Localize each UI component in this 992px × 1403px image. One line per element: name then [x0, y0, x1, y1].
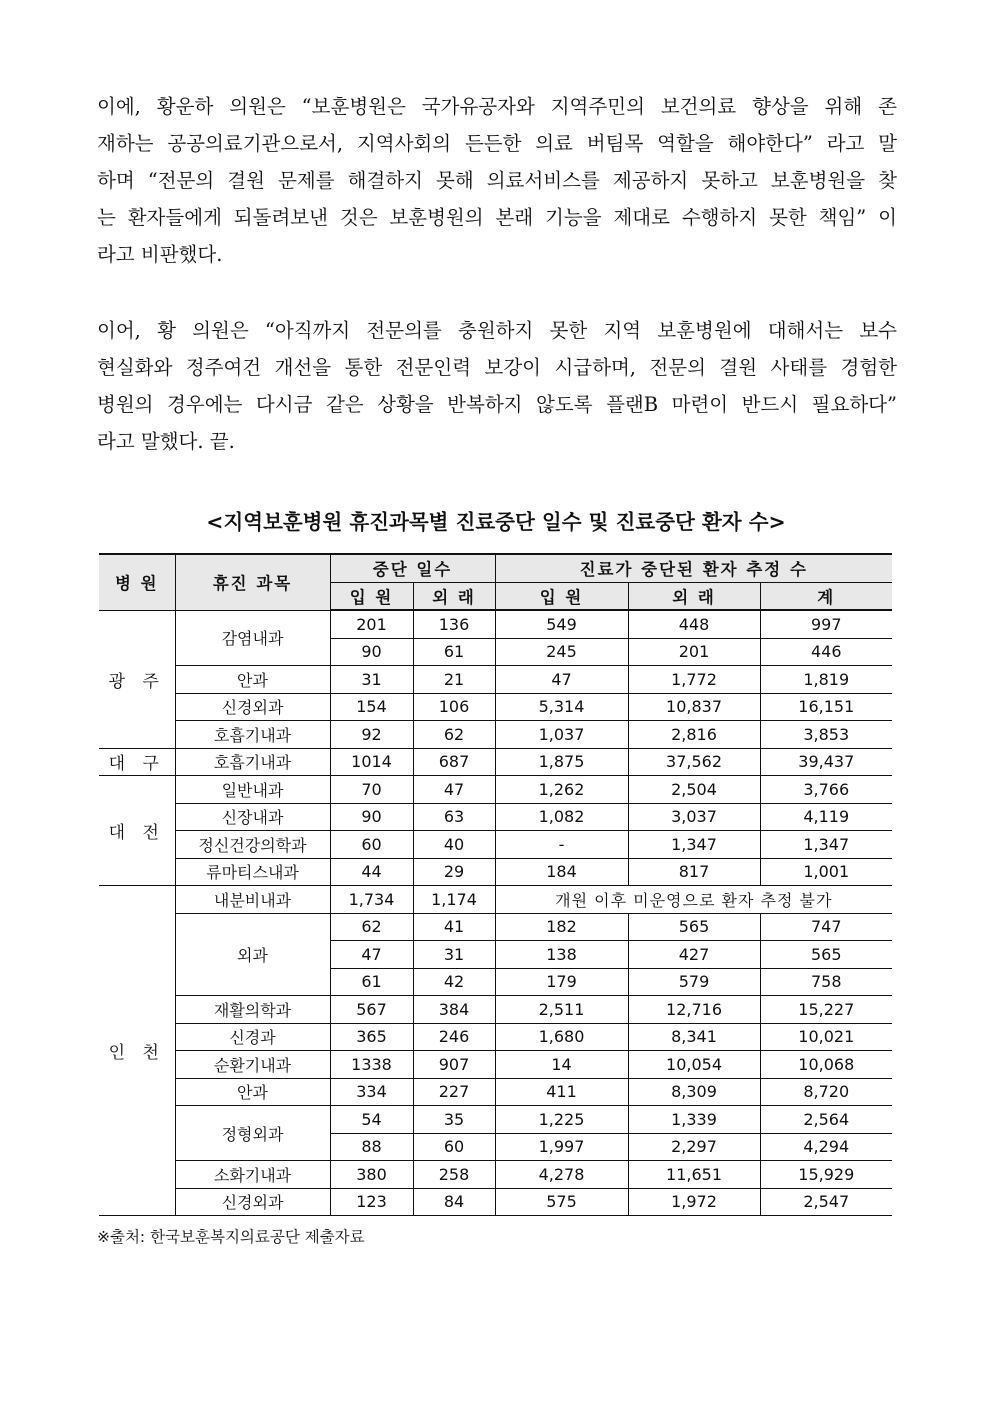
- paragraph-followup: [97, 312, 897, 460]
- days-inpatient-cell: 61: [330, 968, 413, 996]
- table-row: [99, 1078, 892, 1106]
- patients-total-cell: 39,437: [760, 748, 892, 776]
- header-days-outpatient: 외 래: [413, 582, 495, 610]
- department-cell: 외과: [175, 913, 330, 996]
- table-row: [99, 803, 892, 831]
- patients-outpatient-cell: 1,972: [628, 1188, 760, 1216]
- paragraph-line: 라고 말했다. 끝.: [97, 430, 235, 453]
- patients-total-cell: 2,564: [760, 1106, 892, 1134]
- paragraph-statement: [97, 88, 897, 273]
- days-inpatient-cell: 70: [330, 776, 413, 804]
- patients-total-cell: 1,347: [760, 831, 892, 859]
- days-outpatient-cell: 84: [413, 1188, 495, 1216]
- paragraph-line: 재하는 공공의료기관으로서, 지역사회의 든든한 의료 버팀목 역할을 해야한다” 라고 말: [97, 132, 897, 155]
- patients-total-cell: 15,227: [760, 996, 892, 1024]
- patients-inpatient-cell: 2,511: [495, 996, 628, 1024]
- patients-inpatient-cell: 1,225: [495, 1106, 628, 1134]
- patients-inpatient-cell: 1,680: [495, 1023, 628, 1051]
- patients-outpatient-cell: 8,309: [628, 1078, 760, 1106]
- days-outpatient-cell: 41: [413, 913, 495, 941]
- patients-total-cell: 565: [760, 941, 892, 969]
- department-cell: 신경과: [175, 1023, 330, 1051]
- days-outpatient-cell: 63: [413, 803, 495, 831]
- patients-outpatient-cell: 565: [628, 913, 760, 941]
- paragraph-line: 현실화와 정주여건 개선을 통한 전문인력 보강이 시급하며, 전문의 결원 사태를 경험한: [97, 356, 897, 379]
- days-outpatient-cell: 136: [413, 610, 495, 638]
- paragraph-line: 병원의 경우에는 다시금 같은 상황을 반복하지 않도록 플랜B 마련이 반드시 필요하다”: [97, 393, 897, 416]
- patients-inpatient-cell: 138: [495, 941, 628, 969]
- table-row: [99, 610, 892, 638]
- patients-outpatient-cell: 10,837: [628, 693, 760, 721]
- patients-total-cell: 446: [760, 638, 892, 666]
- patients-total-cell: 1,001: [760, 858, 892, 886]
- days-outpatient-cell: 1,174: [413, 886, 495, 914]
- department-cell: 신장내과: [175, 803, 330, 831]
- table-row: [99, 666, 892, 694]
- hospital-cell: 대 구: [99, 748, 175, 776]
- days-inpatient-cell: 1014: [330, 748, 413, 776]
- table-title: <지역보훈병원 휴진과목별 진료중단 일수 및 진료중단 환자 수>: [206, 510, 786, 534]
- department-cell: 안과: [175, 1078, 330, 1106]
- department-cell: 류마티스내과: [175, 858, 330, 886]
- table-row: [99, 913, 892, 941]
- table-body: [99, 610, 892, 1216]
- days-inpatient-cell: 31: [330, 666, 413, 694]
- patients-inpatient-cell: 411: [495, 1078, 628, 1106]
- days-outpatient-cell: 47: [413, 776, 495, 804]
- department-cell: 정형외과: [175, 1106, 330, 1161]
- patients-total-cell: 3,853: [760, 721, 892, 749]
- patients-inpatient-cell: 184: [495, 858, 628, 886]
- patients-outpatient-cell: 37,562: [628, 748, 760, 776]
- days-outpatient-cell: 907: [413, 1051, 495, 1079]
- days-inpatient-cell: 380: [330, 1161, 413, 1189]
- days-outpatient-cell: 40: [413, 831, 495, 859]
- patients-outpatient-cell: 10,054: [628, 1051, 760, 1079]
- patients-inpatient-cell: 1,082: [495, 803, 628, 831]
- days-inpatient-cell: 1338: [330, 1051, 413, 1079]
- patients-total-cell: 15,929: [760, 1161, 892, 1189]
- department-cell: 재활의학과: [175, 996, 330, 1024]
- patients-inpatient-cell: 1,037: [495, 721, 628, 749]
- days-inpatient-cell: 567: [330, 996, 413, 1024]
- patients-outpatient-cell: 1,339: [628, 1106, 760, 1134]
- patients-outpatient-cell: 12,716: [628, 996, 760, 1024]
- days-inpatient-cell: 90: [330, 638, 413, 666]
- days-inpatient-cell: 1,734: [330, 886, 413, 914]
- days-inpatient-cell: 334: [330, 1078, 413, 1106]
- patients-outpatient-cell: 448: [628, 610, 760, 638]
- days-inpatient-cell: 60: [330, 831, 413, 859]
- header-patients-inpatient: 입 원: [495, 582, 628, 610]
- patients-inpatient-cell: 1,997: [495, 1133, 628, 1161]
- patients-total-cell: 10,068: [760, 1051, 892, 1079]
- days-outpatient-cell: 42: [413, 968, 495, 996]
- table-row: [99, 886, 892, 914]
- days-outpatient-cell: 687: [413, 748, 495, 776]
- days-inpatient-cell: 90: [330, 803, 413, 831]
- patients-inpatient-cell: 182: [495, 913, 628, 941]
- note-cell: 개원 이후 미운영으로 환자 추정 불가: [495, 886, 892, 914]
- department-cell: 신경외과: [175, 693, 330, 721]
- department-cell: 호흡기내과: [175, 721, 330, 749]
- table-row: [99, 693, 892, 721]
- department-cell: 안과: [175, 666, 330, 694]
- days-outpatient-cell: 31: [413, 941, 495, 969]
- patients-inpatient-cell: 245: [495, 638, 628, 666]
- days-outpatient-cell: 21: [413, 666, 495, 694]
- days-outpatient-cell: 384: [413, 996, 495, 1024]
- days-outpatient-cell: 61: [413, 638, 495, 666]
- department-cell: 소화기내과: [175, 1161, 330, 1189]
- table-row: [99, 1188, 892, 1216]
- days-outpatient-cell: 246: [413, 1023, 495, 1051]
- patients-inpatient-cell: 549: [495, 610, 628, 638]
- days-inpatient-cell: 47: [330, 941, 413, 969]
- paragraph-line: 는 환자들에게 되돌려보낸 것은 보훈병원의 본래 기능을 제대로 수행하지 못한 책임” 이: [97, 206, 897, 229]
- hospital-cell: 인 천: [99, 886, 175, 1216]
- days-inpatient-cell: 365: [330, 1023, 413, 1051]
- table-row: [99, 1023, 892, 1051]
- days-outpatient-cell: 106: [413, 693, 495, 721]
- patients-total-cell: 1,819: [760, 666, 892, 694]
- department-cell: 일반내과: [175, 776, 330, 804]
- patients-outpatient-cell: 201: [628, 638, 760, 666]
- patients-total-cell: 747: [760, 913, 892, 941]
- department-cell: 신경외과: [175, 1188, 330, 1216]
- patients-outpatient-cell: 2,504: [628, 776, 760, 804]
- days-inpatient-cell: 154: [330, 693, 413, 721]
- source-note: ※출처: 한국보훈복지의료공단 제출자료: [97, 1228, 365, 1246]
- header-department: 휴진 과목: [175, 554, 330, 610]
- patients-outpatient-cell: 817: [628, 858, 760, 886]
- days-inpatient-cell: 44: [330, 858, 413, 886]
- header-days: 중단 일수: [330, 554, 495, 582]
- patients-inpatient-cell: 179: [495, 968, 628, 996]
- department-cell: 호흡기내과: [175, 748, 330, 776]
- patients-outpatient-cell: 1,772: [628, 666, 760, 694]
- days-inpatient-cell: 92: [330, 721, 413, 749]
- patients-total-cell: 997: [760, 610, 892, 638]
- patients-inpatient-cell: 14: [495, 1051, 628, 1079]
- department-cell: 정신건강의학과: [175, 831, 330, 859]
- department-cell: 순환기내과: [175, 1051, 330, 1079]
- patients-total-cell: 16,151: [760, 693, 892, 721]
- patients-inpatient-cell: 5,314: [495, 693, 628, 721]
- patients-total-cell: 2,547: [760, 1188, 892, 1216]
- patients-outpatient-cell: 2,297: [628, 1133, 760, 1161]
- days-outpatient-cell: 29: [413, 858, 495, 886]
- patients-inpatient-cell: 1,262: [495, 776, 628, 804]
- patients-outpatient-cell: 3,037: [628, 803, 760, 831]
- days-inpatient-cell: 201: [330, 610, 413, 638]
- patients-outpatient-cell: 579: [628, 968, 760, 996]
- header-patients: 진료가 중단된 환자 추정 수: [495, 554, 892, 582]
- days-inpatient-cell: 54: [330, 1106, 413, 1134]
- patients-inpatient-cell: 1,875: [495, 748, 628, 776]
- table-row: [99, 776, 892, 804]
- table-row: [99, 748, 892, 776]
- closure-table: [99, 553, 892, 1216]
- department-cell: 내분비내과: [175, 886, 330, 914]
- patients-inpatient-cell: 4,278: [495, 1161, 628, 1189]
- header-days-inpatient: 입 원: [330, 582, 413, 610]
- paragraph-line: 이어, 황 의원은 “아직까지 전문의를 충원하지 못한 지역 보훈병원에 대해서는 보수: [97, 319, 897, 342]
- days-outpatient-cell: 258: [413, 1161, 495, 1189]
- patients-total-cell: 758: [760, 968, 892, 996]
- header-patients-outpatient: 외 래: [628, 582, 760, 610]
- table-row: [99, 721, 892, 749]
- days-outpatient-cell: 227: [413, 1078, 495, 1106]
- days-inpatient-cell: 62: [330, 913, 413, 941]
- patients-inpatient-cell: -: [495, 831, 628, 859]
- days-outpatient-cell: 35: [413, 1106, 495, 1134]
- paragraph-line: 하며 “전문의 결원 문제를 해결하지 못해 의료서비스를 제공하지 못하고 보훈병원을 찾: [97, 169, 897, 192]
- table-row: [99, 858, 892, 886]
- hospital-cell: 광 주: [99, 610, 175, 748]
- patients-inpatient-cell: 575: [495, 1188, 628, 1216]
- table-row: [99, 831, 892, 859]
- patients-total-cell: 4,294: [760, 1133, 892, 1161]
- patients-outpatient-cell: 8,341: [628, 1023, 760, 1051]
- days-inpatient-cell: 123: [330, 1188, 413, 1216]
- table-row: [99, 1051, 892, 1079]
- paragraph-line: 이에, 황운하 의원은 “보훈병원은 국가유공자와 지역주민의 보건의료 향상을 위해 존: [97, 95, 897, 118]
- header-hospital: 병 원: [99, 554, 175, 610]
- table-row: [99, 1106, 892, 1134]
- days-inpatient-cell: 88: [330, 1133, 413, 1161]
- patients-inpatient-cell: 47: [495, 666, 628, 694]
- patients-total-cell: 3,766: [760, 776, 892, 804]
- patients-outpatient-cell: 1,347: [628, 831, 760, 859]
- days-outpatient-cell: 60: [413, 1133, 495, 1161]
- patients-total-cell: 4,119: [760, 803, 892, 831]
- patients-outpatient-cell: 11,651: [628, 1161, 760, 1189]
- patients-total-cell: 10,021: [760, 1023, 892, 1051]
- patients-total-cell: 8,720: [760, 1078, 892, 1106]
- patients-outpatient-cell: 427: [628, 941, 760, 969]
- table-row: [99, 996, 892, 1024]
- department-cell: 감염내과: [175, 610, 330, 666]
- header-patients-total: 계: [760, 582, 892, 610]
- table-row: [99, 1161, 892, 1189]
- hospital-cell: 대 전: [99, 776, 175, 886]
- patients-outpatient-cell: 2,816: [628, 721, 760, 749]
- days-outpatient-cell: 62: [413, 721, 495, 749]
- paragraph-line: 라고 비판했다.: [97, 243, 223, 266]
